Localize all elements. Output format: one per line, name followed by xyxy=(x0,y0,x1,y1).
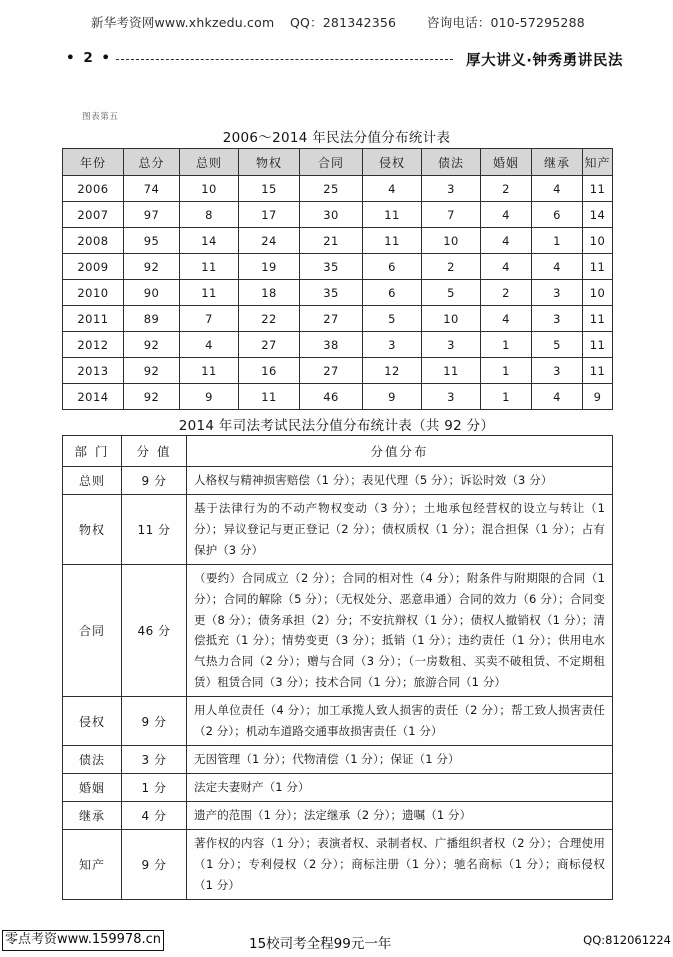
cell-year: 2009 xyxy=(63,254,124,280)
cell-debt: 2 xyxy=(422,254,481,280)
col-header-year: 年份 xyxy=(63,149,124,176)
table-row xyxy=(63,467,613,495)
col-header-total: 总分 xyxy=(124,149,180,176)
col-header-marriage: 婚姻 xyxy=(481,149,532,176)
cell-general: 10 xyxy=(180,176,239,202)
cell-distribution: 著作权的内容（1 分）；表演者权、录制者权、广播组织者权（2 分）；合理使用（1 分）；专利侵权（2 分）；商标注册（1 分）；驰名商标（1 分）；商标侵权（1 分） xyxy=(187,829,613,899)
cell-score: 3 分 xyxy=(122,746,187,774)
cell-contract: 27 xyxy=(300,358,363,384)
cell-department: 知产 xyxy=(63,829,122,899)
cell-ip: 10 xyxy=(583,228,613,254)
cell-department: 债法 xyxy=(63,746,122,774)
col-header-general: 总则 xyxy=(180,149,239,176)
cell-property: 24 xyxy=(239,228,300,254)
cell-year: 2007 xyxy=(63,202,124,228)
table-row xyxy=(63,801,613,829)
table-two-title: 2014 年司法考试民法分值分布统计表（共 92 分） xyxy=(178,418,495,434)
cell-total: 74 xyxy=(124,176,180,202)
cell-debt: 3 xyxy=(422,176,481,202)
cell-marriage: 4 xyxy=(481,202,532,228)
cell-tort: 3 xyxy=(363,332,422,358)
cell-succession: 3 xyxy=(532,306,583,332)
cell-succession: 4 xyxy=(532,176,583,202)
detail-distribution-table xyxy=(62,435,613,900)
col-header-department: 部 门 xyxy=(63,436,122,467)
cell-contract: 25 xyxy=(300,176,363,202)
cell-ip: 11 xyxy=(583,332,613,358)
cell-property: 18 xyxy=(239,280,300,306)
cell-year: 2014 xyxy=(63,384,124,410)
cell-general: 7 xyxy=(180,306,239,332)
cell-property: 27 xyxy=(239,332,300,358)
cell-general: 4 xyxy=(180,332,239,358)
cell-general: 11 xyxy=(180,254,239,280)
cell-year: 2008 xyxy=(63,228,124,254)
cell-succession: 1 xyxy=(532,228,583,254)
running-head xyxy=(0,50,673,74)
table-row xyxy=(63,384,613,410)
cell-succession: 5 xyxy=(532,332,583,358)
cell-general: 8 xyxy=(180,202,239,228)
cell-succession: 4 xyxy=(532,254,583,280)
cell-contract: 21 xyxy=(300,228,363,254)
cell-tort: 11 xyxy=(363,228,422,254)
cell-distribution: 遗产的范围（1 分）；法定继承（2 分）；遗嘱（1 分） xyxy=(187,801,613,829)
cell-marriage: 1 xyxy=(481,332,532,358)
cell-department: 婚姻 xyxy=(63,773,122,801)
cell-year: 2010 xyxy=(63,280,124,306)
cell-general: 9 xyxy=(180,384,239,410)
table-one-header-row xyxy=(63,149,613,176)
table-row xyxy=(63,202,613,228)
cell-total: 92 xyxy=(124,358,180,384)
cell-distribution: 基于法律行为的不动产物权变动（3 分）；土地承包经营权的设立与转让（1 分）；异议登记与更正登记（2 分）；债权质权（1 分）；混合担保（1 分）；占有保护（3 分） xyxy=(187,494,613,564)
cell-contract: 27 xyxy=(300,306,363,332)
cell-score: 9 分 xyxy=(122,829,187,899)
cell-marriage: 1 xyxy=(481,384,532,410)
cell-debt: 7 xyxy=(422,202,481,228)
table-row xyxy=(63,697,613,746)
cell-marriage: 4 xyxy=(481,254,532,280)
cell-score: 1 分 xyxy=(122,773,187,801)
cell-distribution: （要约）合同成立（2 分）；合同的相对性（4 分）；附条件与附期限的合同（1 分）；合同的解除（5 分）；（无权处分、恶意串通）合同的效力（6 分）；合同变更（8 分）；债务承担（2）分；不安抗辩权（1 分）；债权人撤销权（1 分）；清偿抵充（1 分）；情势变更（3 分）；抵销（1 分）；违约责任（1 分）；供用电水气热力合同（2 分）；赠与合同（3 分）；（一房数租、买卖不破租赁、不定期租赁）租赁合同（3 分）；技术合同（1 分）；旅游合同（1 分） xyxy=(187,564,613,697)
cell-contract: 35 xyxy=(300,280,363,306)
table-row xyxy=(63,306,613,332)
col-header-debt: 债法 xyxy=(422,149,481,176)
cell-year: 2013 xyxy=(63,358,124,384)
cell-property: 19 xyxy=(239,254,300,280)
cell-tort: 11 xyxy=(363,202,422,228)
cell-department: 物权 xyxy=(63,494,122,564)
cell-tort: 5 xyxy=(363,306,422,332)
table-row xyxy=(63,494,613,564)
cell-succession: 3 xyxy=(532,358,583,384)
cell-marriage: 2 xyxy=(481,176,532,202)
cell-total: 92 xyxy=(124,254,180,280)
cell-score: 9 分 xyxy=(122,697,187,746)
table-one-body xyxy=(63,176,613,410)
table-row xyxy=(63,829,613,899)
col-header-ip: 知产 xyxy=(583,149,613,176)
running-head-rule xyxy=(116,59,453,60)
cell-tort: 9 xyxy=(363,384,422,410)
cell-marriage: 1 xyxy=(481,358,532,384)
cell-department: 合同 xyxy=(63,564,122,697)
cell-debt: 5 xyxy=(422,280,481,306)
book-title: 厚大讲义·钟秀勇讲民法 xyxy=(466,53,624,69)
cell-tort: 12 xyxy=(363,358,422,384)
table-one-title: 2006～2014 年民法分值分布统计表 xyxy=(222,130,451,146)
cell-total: 95 xyxy=(124,228,180,254)
cell-total: 97 xyxy=(124,202,180,228)
cell-total: 92 xyxy=(124,332,180,358)
figure-label: 图表第五 xyxy=(82,112,119,122)
cell-score: 4 分 xyxy=(122,801,187,829)
cell-succession: 6 xyxy=(532,202,583,228)
cell-year: 2006 xyxy=(63,176,124,202)
table-one-wrapper xyxy=(62,148,613,410)
cell-succession: 3 xyxy=(532,280,583,306)
cell-general: 11 xyxy=(180,280,239,306)
cell-debt: 10 xyxy=(422,228,481,254)
cell-contract: 46 xyxy=(300,384,363,410)
cell-general: 14 xyxy=(180,228,239,254)
cell-department: 继承 xyxy=(63,801,122,829)
cell-distribution: 无因管理（1 分）；代物清偿（1 分）；保证（1 分） xyxy=(187,746,613,774)
table-row xyxy=(63,254,613,280)
cell-tort: 4 xyxy=(363,176,422,202)
cell-total: 92 xyxy=(124,384,180,410)
cell-general: 11 xyxy=(180,358,239,384)
cell-ip: 10 xyxy=(583,280,613,306)
cell-tort: 6 xyxy=(363,280,422,306)
table-two-header-row xyxy=(63,436,613,467)
table-two-wrapper xyxy=(62,435,613,900)
cell-succession: 4 xyxy=(532,384,583,410)
cell-property: 15 xyxy=(239,176,300,202)
col-header-distribution: 分值分布 xyxy=(187,436,613,467)
cell-distribution: 法定夫妻财产（1 分） xyxy=(187,773,613,801)
table-row xyxy=(63,358,613,384)
cell-ip: 14 xyxy=(583,202,613,228)
cell-department: 总则 xyxy=(63,467,122,495)
cell-distribution: 用人单位责任（4 分）；加工承揽人致人损害的责任（2 分）；帮工致人损害责任（2 分）；机动车道路交通事故损害责任（1 分） xyxy=(187,697,613,746)
page-footer xyxy=(0,930,673,956)
cell-contract: 30 xyxy=(300,202,363,228)
cell-marriage: 2 xyxy=(481,280,532,306)
banner-phone: 咨询电话：010-57295288 xyxy=(427,15,585,30)
page-top-banner xyxy=(0,12,673,34)
col-header-tort: 侵权 xyxy=(363,149,422,176)
footer-qq-right: QQ:812061224 xyxy=(583,933,671,947)
col-header-property: 物权 xyxy=(239,149,300,176)
table-row xyxy=(63,176,613,202)
page-number: • 2 • xyxy=(66,50,113,66)
cell-score: 11 分 xyxy=(122,494,187,564)
cell-marriage: 4 xyxy=(481,228,532,254)
cell-total: 89 xyxy=(124,306,180,332)
cell-contract: 38 xyxy=(300,332,363,358)
banner-site-url: 新华考资网www.xhkzedu.com xyxy=(91,15,275,30)
table-row xyxy=(63,564,613,697)
cell-total: 90 xyxy=(124,280,180,306)
col-header-succession: 继承 xyxy=(532,149,583,176)
cell-distribution: 人格权与精神损害赔偿（1 分）；表见代理（5 分）；诉讼时效（3 分） xyxy=(187,467,613,495)
cell-property: 11 xyxy=(239,384,300,410)
table-row xyxy=(63,228,613,254)
cell-year: 2012 xyxy=(63,332,124,358)
col-header-contract: 合同 xyxy=(300,149,363,176)
cell-ip: 9 xyxy=(583,384,613,410)
cell-ip: 11 xyxy=(583,176,613,202)
footer-watermark-left: 零点考资www.159978.cn xyxy=(2,930,164,951)
score-distribution-table xyxy=(62,148,613,410)
cell-debt: 10 xyxy=(422,306,481,332)
cell-year: 2011 xyxy=(63,306,124,332)
cell-debt: 11 xyxy=(422,358,481,384)
cell-score: 9 分 xyxy=(122,467,187,495)
table-row xyxy=(63,773,613,801)
table-row xyxy=(63,746,613,774)
cell-ip: 11 xyxy=(583,254,613,280)
cell-department: 侵权 xyxy=(63,697,122,746)
cell-ip: 11 xyxy=(583,306,613,332)
cell-property: 22 xyxy=(239,306,300,332)
table-row xyxy=(63,280,613,306)
table-two-body xyxy=(63,467,613,900)
col-header-score: 分 值 xyxy=(122,436,187,467)
cell-ip: 11 xyxy=(583,358,613,384)
cell-tort: 6 xyxy=(363,254,422,280)
cell-debt: 3 xyxy=(422,332,481,358)
cell-property: 16 xyxy=(239,358,300,384)
cell-marriage: 4 xyxy=(481,306,532,332)
banner-qq: QQ：281342356 xyxy=(290,15,397,30)
cell-debt: 3 xyxy=(422,384,481,410)
footer-promo-center: 15校司考全程99元一年 xyxy=(249,936,392,952)
table-row xyxy=(63,332,613,358)
cell-property: 17 xyxy=(239,202,300,228)
cell-score: 46 分 xyxy=(122,564,187,697)
cell-contract: 35 xyxy=(300,254,363,280)
